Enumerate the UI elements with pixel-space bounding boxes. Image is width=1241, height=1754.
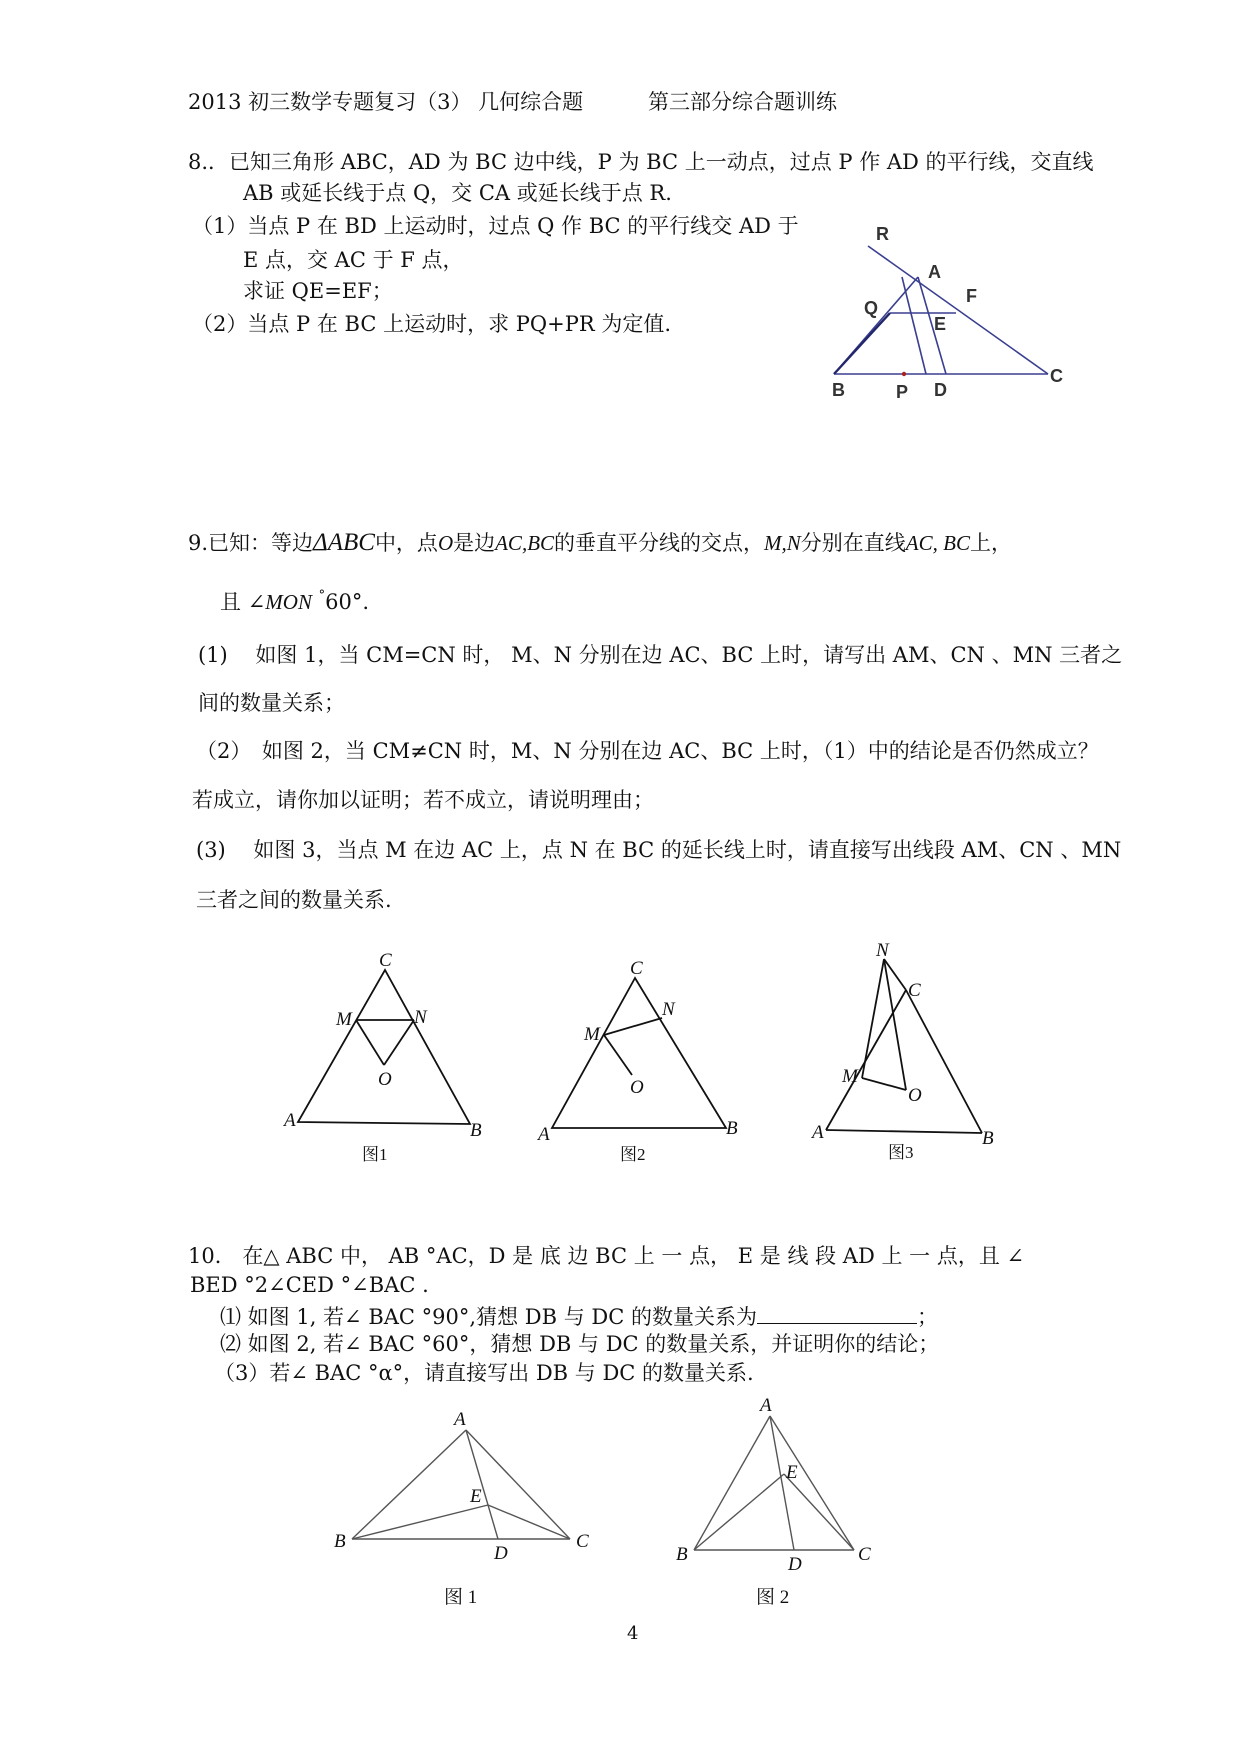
q9f1-label-m: M xyxy=(336,1009,352,1030)
q10f1-label-a: A xyxy=(454,1409,466,1430)
q10f1-label-d: D xyxy=(494,1543,508,1564)
q10f2-label-b: B xyxy=(676,1544,688,1565)
q9f3-label-b: B xyxy=(982,1128,994,1149)
q10f1-caption: 图 1 xyxy=(444,1587,478,1608)
q9-l1i: 分别在直线 xyxy=(800,531,906,555)
q9f3-label-a: A xyxy=(812,1122,824,1143)
header-left: 2013 初三数学专题复习（3） 几何综合题 xyxy=(188,90,584,114)
q8-line-6: （2）当点 P 在 BC 上运动时，求 PQ+PR 为定值. xyxy=(192,312,671,336)
q8-line-5: 求证 QE=EF； xyxy=(243,279,393,303)
q8-label-p: P xyxy=(896,382,909,402)
q9-line-2 xyxy=(220,589,369,613)
q8-line-2: AB 或延长线于点 Q，交 CA 或延长线于点 R. xyxy=(243,181,672,205)
q9-l1c: 中，点 xyxy=(374,531,438,555)
q10f2-label-a: A xyxy=(760,1395,772,1416)
q8-label-d: D xyxy=(934,380,947,400)
q10f1-label-b: B xyxy=(334,1531,346,1552)
q8-label-f: F xyxy=(966,286,977,306)
q9-line-1 xyxy=(188,530,1012,555)
q8-label-a: A xyxy=(928,262,941,282)
q9-degree-mark: ° xyxy=(318,588,326,603)
q10f2-label-c: C xyxy=(858,1544,871,1565)
q9-figure-3 xyxy=(800,930,1020,1170)
q9-angle-mon: ∠MON xyxy=(247,590,312,614)
q10f1-label-c: C xyxy=(576,1531,589,1552)
q9-points-mn: M,N xyxy=(764,531,801,555)
q9f1-label-n: N xyxy=(414,1007,427,1028)
q9f2-label-n: N xyxy=(662,999,675,1020)
q9-line-7: (3) 如图 3，当点 M 在边 AC 上，点 N 在 BC 的延长线上时，请直接写出线段 AM、CN 、MN xyxy=(196,838,1122,862)
q9f3-label-c: C xyxy=(908,980,921,1001)
q9-l2d: 60°. xyxy=(325,590,370,614)
q9-l2a: 且 xyxy=(220,590,241,614)
q9-point-o: O xyxy=(437,531,454,555)
q9f2-label-m: M xyxy=(584,1024,600,1045)
q10-line-2: BED °2∠CED °∠BAC . xyxy=(190,1273,429,1297)
q9f2-label-c: C xyxy=(630,958,643,979)
q10-figure-1 xyxy=(334,1405,600,1625)
q10-line-1: 10． 在△ ABC 中， AB °AC，D 是 底 边 BC 上 一 点， E 是 线 段 AD 上 一 点，且 ∠ xyxy=(188,1244,1025,1268)
q9-line-3: (1) 如图 1，当 CM=CN 时， M、N 分别在边 AC、BC 上时，请写出 AM、CN 、MN 三者之 xyxy=(198,643,1123,667)
q9f1-label-a: A xyxy=(284,1110,296,1131)
q8-figure xyxy=(820,210,1080,410)
q10f1-label-e: E xyxy=(470,1486,482,1507)
q9-l1g: 的垂直平分线的交点， xyxy=(554,531,765,555)
page-number: 4 xyxy=(627,1623,639,1644)
q9-figure-1 xyxy=(280,950,500,1170)
q10f2-label-e: E xyxy=(786,1462,798,1483)
q9-l1a: 9.已知：等边 xyxy=(188,531,314,555)
q9f2-label-b: B xyxy=(726,1118,738,1139)
answer-blank[interactable] xyxy=(757,1305,917,1324)
q8-label-c: C xyxy=(1050,366,1063,386)
q9-sides: AC,BC xyxy=(495,531,555,555)
q10f2-caption: 图 2 xyxy=(756,1587,790,1608)
q10-l3a: ⑴ 如图 1, 若∠ BAC °90°,猜想 DB 与 DC 的数量关系为 xyxy=(220,1305,757,1329)
q9-l1e: 是边 xyxy=(453,531,496,555)
q10-line-5: （3）若∠ BAC °α°，请直接写出 DB 与 DC 的数量关系. xyxy=(214,1361,754,1385)
q9f3-label-o: O xyxy=(908,1085,922,1106)
q9f3-label-n: N xyxy=(876,940,889,961)
q8-label-e: E xyxy=(934,314,947,334)
header-right: 第三部分综合题训练 xyxy=(648,90,837,114)
q10-line-3 xyxy=(220,1305,938,1328)
q9-line-5: （2） 如图 2，当 CM≠CN 时，M、N 分别在边 AC、BC 上时，（1）中的结论是否仍然成立？ xyxy=(196,739,1099,763)
q9-triangle-abc: ΔABC xyxy=(313,529,375,556)
q10f2-label-d: D xyxy=(788,1554,802,1575)
q9f2-caption: 图2 xyxy=(620,1145,646,1164)
q8-label-b: B xyxy=(832,380,845,400)
q9f2-label-a: A xyxy=(538,1124,550,1145)
q9f1-label-c: C xyxy=(379,950,392,971)
q9-line-8: 三者之间的数量关系. xyxy=(196,888,392,912)
q8-label-r: R xyxy=(876,224,889,244)
q9f3-caption: 图3 xyxy=(888,1143,914,1162)
q9-line-4: 间的数量关系； xyxy=(198,691,345,715)
q10-figure-2 xyxy=(676,1390,900,1630)
q9-line-6: 若成立，请你加以证明；若不成立，请说明理由； xyxy=(192,788,654,812)
q9-figure-2 xyxy=(530,950,760,1170)
q9f1-label-b: B xyxy=(470,1120,482,1141)
q8-line-3: （1）当点 P 在 BD 上运动时，过点 Q 作 BC 的平行线交 AD 于 xyxy=(192,214,799,238)
q10-l3b: ； xyxy=(916,1305,938,1329)
q8-line-4: E 点，交 AC 于 F 点， xyxy=(243,248,464,272)
q8-line-1: 8.．已知三角形 ABC，AD 为 BC 边中线，P 为 BC 上一动点，过点 P 作 AD 的平行线，交直线 xyxy=(188,150,1094,174)
q10-line-4: ⑵ 如图 2, 若∠ BAC °60°，猜想 DB 与 DC 的数量关系，并证明你的结论； xyxy=(220,1332,940,1356)
q9-lines: AC, BC xyxy=(905,531,970,555)
q9-l1k: 上， xyxy=(969,531,1012,555)
q9f3-label-m: M xyxy=(842,1066,858,1087)
q9f2-label-o: O xyxy=(630,1077,644,1098)
q9f1-caption: 图1 xyxy=(362,1145,388,1164)
q9f1-label-o: O xyxy=(378,1069,392,1090)
q8-label-q: Q xyxy=(864,298,879,318)
